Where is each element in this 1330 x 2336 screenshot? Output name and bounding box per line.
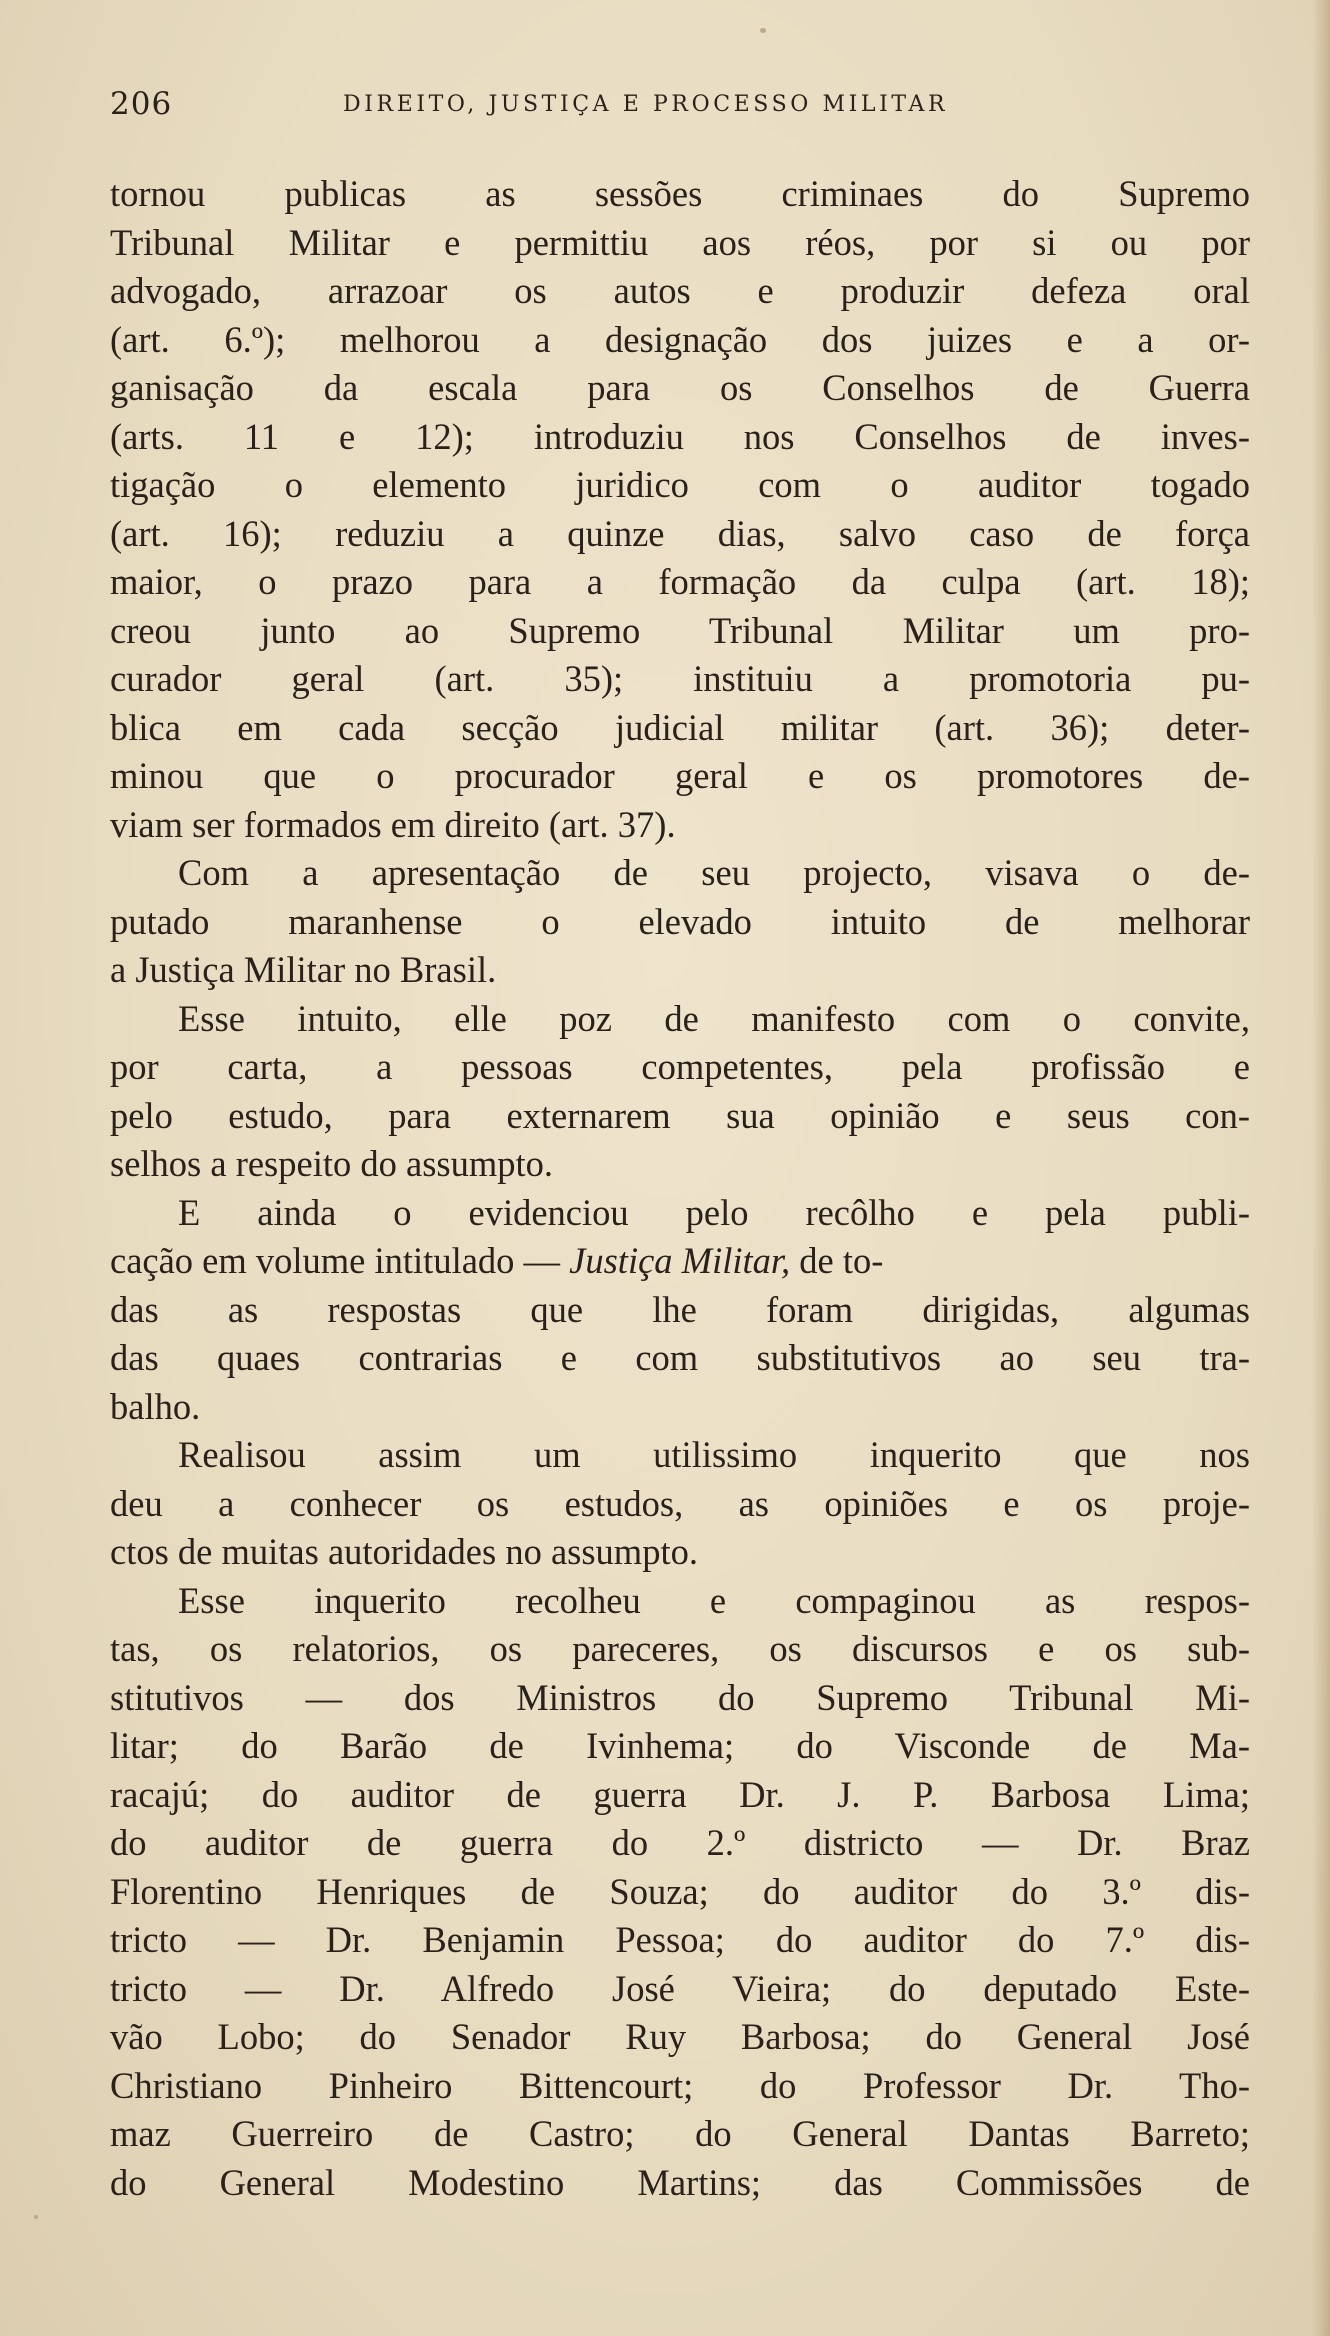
text-line-mixed: cação em volume intitulado — Justiça Militar, de to- [110, 1240, 884, 1281]
paper-speck [34, 2215, 38, 2219]
text-line: por carta, a pessoas competentes, pela profissão e [110, 1046, 1250, 1087]
text-run: de to- [799, 1240, 884, 1281]
text-line: tas, os relatorios, os pareceres, os discursos e os sub- [110, 1628, 1250, 1669]
text-line: curador geral (art. 35); instituiu a promotoria pu- [110, 658, 1250, 699]
text-line: Tribunal Militar e permittiu aos réos, por si ou por [110, 221, 1250, 263]
body-text [110, 170, 1250, 2207]
text-line: tigação o elemento juridico com o auditor togado [110, 464, 1250, 505]
text-line: (art. 16); reduziu a quinze dias, salvo caso de força [110, 512, 1250, 554]
text-line: blica em cada secção judicial militar (art. 36); deter- [110, 706, 1250, 748]
text-line: litar; do Barão de Ivinhema; do Visconde de Ma- [110, 1725, 1250, 1766]
text-line: Com a apresentação de seu projecto, visava o de- [178, 852, 1250, 893]
text-line: E ainda o evidenciou pelo recôlho e pela publi- [178, 1191, 1250, 1233]
book-title-italic: Justiça Militar, [569, 1240, 791, 1281]
text-line: Realisou assim um utilissimo inquerito que nos [178, 1434, 1250, 1475]
text-line: maior, o prazo para a formação da culpa (art. 18); [110, 561, 1250, 602]
text-line: vão Lobo; do Senador Ruy Barbosa; do General José [110, 2016, 1250, 2057]
text-line: do General Modestino Martins; das Commissões de [110, 2161, 1250, 2203]
page-edge-shadow [1312, 0, 1330, 2336]
text-line: do auditor de guerra do 2.º districto — Dr. Braz [110, 1822, 1250, 1863]
text-line: Esse intuito, elle poz de manifesto com o convite, [178, 997, 1250, 1039]
text-line: advogado, arrazoar os autos e produzir defeza oral [110, 270, 1250, 311]
text-line: creou junto ao Supremo Tribunal Militar um pro- [110, 609, 1250, 651]
text-line: Christiano Pinheiro Bittencourt; do Professor Dr. Tho- [110, 2064, 1250, 2106]
text-line: (arts. 11 e 12); introduziu nos Conselhos de inves- [110, 415, 1250, 457]
text-line: deu a conhecer os estudos, as opiniões e os proje- [110, 1482, 1250, 1524]
text-line: balho. [110, 1385, 201, 1427]
text-line: tricto — Dr. Alfredo José Vieira; do deputado Este- [110, 1967, 1250, 2009]
text-line: racajú; do auditor de guerra Dr. J. P. Barbosa Lima; [110, 1773, 1250, 1815]
text-line: ganisação da escala para os Conselhos de Guerra [110, 367, 1250, 408]
text-line: Florentino Henriques de Souza; do auditor do 3.º dis- [110, 1870, 1250, 1912]
text-line: (art. 6.º); melhorou a designação dos juizes e a or- [110, 318, 1250, 360]
text-line: viam ser formados em direito (art. 37). [110, 803, 676, 845]
text-line: tornou publicas as sessões criminaes do Supremo [110, 173, 1250, 214]
text-line: minou que o procurador geral e os promotores de- [110, 755, 1250, 796]
text-line: pelo estudo, para externarem sua opinião e seus con- [110, 1094, 1250, 1136]
text-line: putado maranhense o elevado intuito de melhorar [110, 900, 1250, 942]
text-line: das as respostas que lhe foram dirigidas, algumas [110, 1288, 1250, 1330]
text-line: das quaes contrarias e com substitutivos ao seu tra- [110, 1337, 1250, 1378]
page-header [110, 86, 1250, 126]
text-line: ctos de muitas autoridades no assumpto. [110, 1531, 698, 1572]
text-run: cação em volume intitulado [110, 1240, 515, 1281]
text-line: tricto — Dr. Benjamin Pessoa; do auditor do 7.º dis- [110, 1919, 1250, 1960]
text-line: maz Guerreiro de Castro; do General Dantas Barreto; [110, 2113, 1250, 2154]
text-line: stitutivos — dos Ministros do Supremo Tribunal Mi- [110, 1676, 1250, 1718]
text-line: selhos a respeito do assumpto. [110, 1143, 554, 1184]
page-number: 206 [110, 86, 173, 122]
running-title: DIREITO, JUSTIÇA E PROCESSO MILITAR [343, 92, 949, 117]
paper-speck [760, 28, 766, 33]
text-line: a Justiça Militar no Brasil. [110, 949, 497, 990]
text-line: Esse inquerito recolheu e compaginou as respos- [178, 1579, 1250, 1621]
